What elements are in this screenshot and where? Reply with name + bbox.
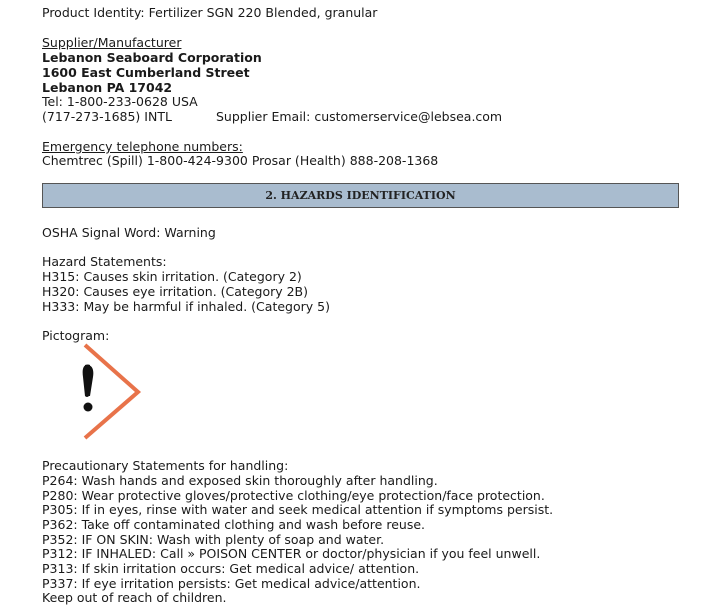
- precaution-statement: P313: If skin irritation occurs: Get medical advice/ attention.: [42, 561, 420, 576]
- hazard-statement: H315: Causes skin irritation. (Category 2): [42, 269, 302, 284]
- supplier-city: Lebanon PA 17042: [42, 80, 173, 95]
- precaution-statement: Keep out of reach of children.: [42, 590, 227, 605]
- precaution-statement: P264: Wash hands and exposed skin thoroughly after handling.: [42, 473, 438, 488]
- supplier-intl: (717-273-1685) INTL: [42, 109, 172, 124]
- supplier-street: 1600 East Cumberland Street: [42, 65, 250, 80]
- product-identity: Product Identity: Fertilizer SGN 220 Blended, granular: [42, 5, 378, 20]
- hazard-statement: H333: May be harmful if inhaled. (Category 5): [42, 299, 330, 314]
- supplier-company: Lebanon Seaboard Corporation: [42, 50, 262, 65]
- emergency-numbers: Chemtrec (Spill) 1-800-424-9300 Prosar (Health) 888-208-1368: [42, 153, 439, 168]
- precaution-statement: P362: Take off contaminated clothing and wash before reuse.: [42, 517, 425, 532]
- supplier-tel: Tel: 1-800-233-0628 USA: [42, 94, 198, 109]
- pictogram-label: Pictogram:: [42, 328, 110, 343]
- supplier-heading: Supplier/Manufacturer: [42, 35, 182, 50]
- precaution-statement: P312: IF INHALED: Call » POISON CENTER or doctor/physician if you feel unwell.: [42, 546, 541, 561]
- precaution-statement: P305: If in eyes, rinse with water and seek medical attention if symptoms persist.: [42, 502, 554, 517]
- exclamation-mark-diamond-icon: [76, 343, 142, 441]
- hazard-statement: H320: Causes eye irritation. (Category 2B): [42, 284, 309, 299]
- precaution-statement: P337: If eye irritation persists: Get medical advice/attention.: [42, 576, 421, 591]
- precaution-statement: P280: Wear protective gloves/protective clothing/eye protection/face protection.: [42, 488, 545, 503]
- osha-signal-word: OSHA Signal Word: Warning: [42, 225, 216, 240]
- section-2-header: 2. HAZARDS IDENTIFICATION: [42, 183, 679, 208]
- precaution-statement: P352: IF ON SKIN: Wash with plenty of soap and water.: [42, 532, 385, 547]
- hazard-heading: Hazard Statements:: [42, 254, 167, 269]
- emergency-heading: Emergency telephone numbers:: [42, 139, 243, 154]
- supplier-email: Supplier Email: customerservice@lebsea.com: [216, 109, 503, 124]
- precaution-heading: Precautionary Statements for handling:: [42, 458, 289, 473]
